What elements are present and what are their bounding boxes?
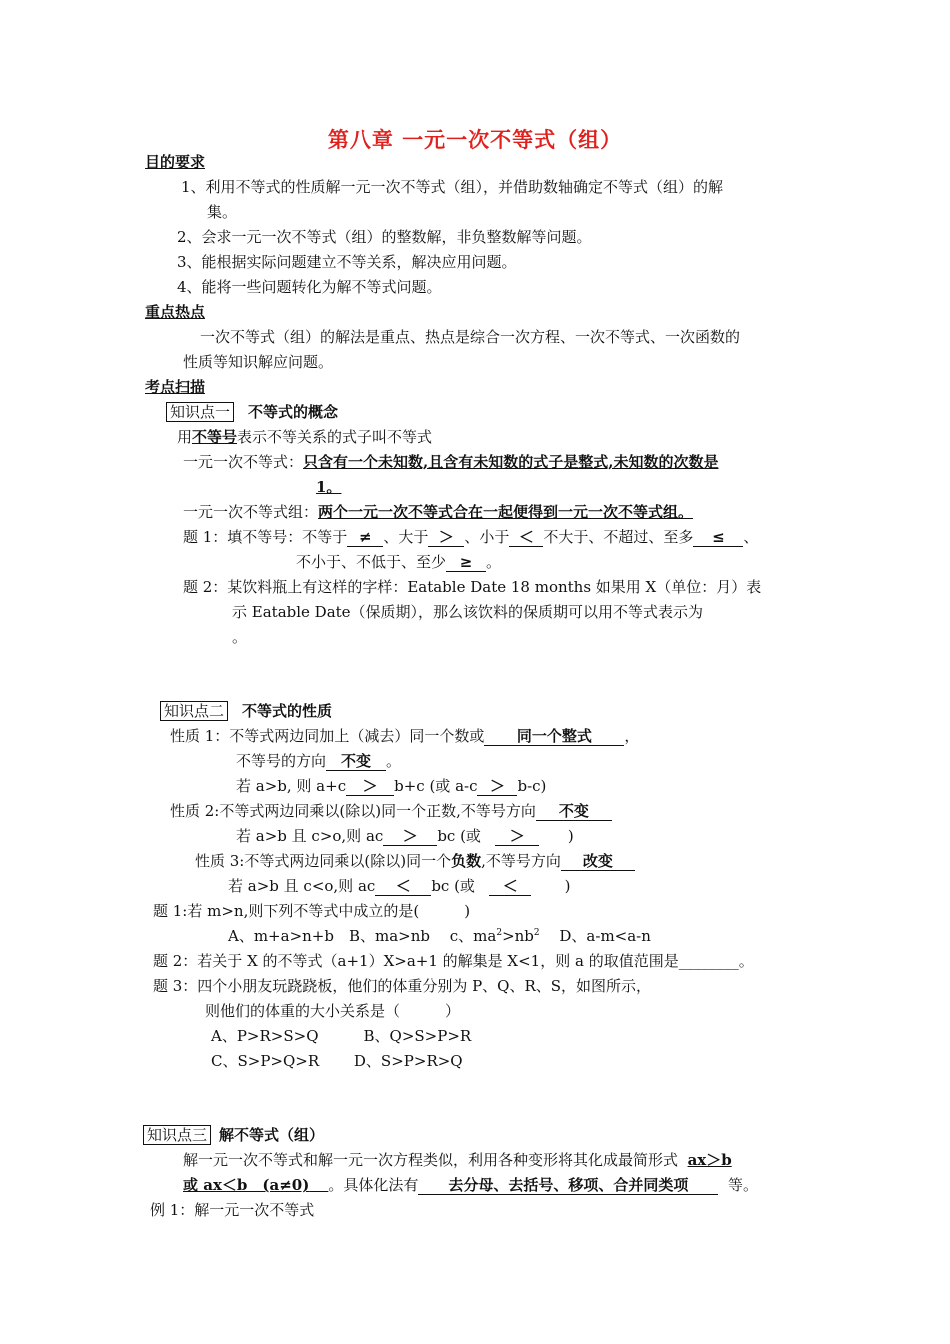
property-text: 。 [386,752,402,770]
answer-blank: ＞ [428,528,464,547]
answer-blank: ≤ [693,528,743,547]
solving-method-text-cont [183,1175,758,1195]
inequality-definition [177,427,432,447]
property-text: 若 a>b, 则 a+c [236,777,347,795]
linear-inequality-definition-cont: 1。 [316,478,342,496]
answer-blank: 去分母、去括号、移项、合并同类项 [418,1176,718,1195]
term-label: 一元一次不等式组： [183,503,319,521]
method-text: 等。 [727,1176,758,1194]
method-keyword: 或 ax＜b (a≠0) [183,1176,310,1194]
answer-blank: 不变 [326,752,386,771]
question-text: 不大于、不超过、至多 [543,528,694,546]
answer-blank: ≠ [347,528,383,547]
property-text: 若 a>b 且 c>o,则 ac [236,827,384,845]
property-3-example [228,876,571,896]
option-text: >nb [502,927,534,945]
property-2-example [236,826,574,846]
property-text: bc (或 [437,827,481,845]
question-text: 、小于 [464,528,510,546]
objective-item-1-cont: 集。 [207,203,238,221]
chapter-title: 第八章 一元一次不等式（组） [327,127,623,152]
property-text: ) [564,877,571,895]
knowledge-point-3-title: 解不等式（组） [219,1126,325,1144]
definition-keyword: 不等号 [192,428,238,446]
property-text: bc (或 [431,877,475,895]
property-1-direction [236,751,401,771]
property-question-3-options-ab: A、P>R>S>Q B、Q>S>P>R [211,1027,472,1045]
exponent: 2 [533,928,540,938]
method-text: 解一元一次不等式和解一元一次方程类似，利用各种变形将其化成最简形式 [183,1151,679,1169]
inequality-system-definition [183,502,693,522]
property-keyword: 负数 [451,852,482,870]
option-text: A、m+a>n+b B、ma>nb c、ma [228,927,497,945]
linear-inequality-definition [183,452,718,472]
knowledge-point-1-label: 知识点一 [166,402,234,422]
property-text: b+c (或 a-c [394,777,478,795]
knowledge-point-1-heading [166,402,338,422]
property-1 [170,726,639,746]
knowledge-point-2-title: 不等式的性质 [242,702,333,720]
answer-blank: ＞ [495,827,539,846]
question-text: 、大于 [383,528,429,546]
answer-blank: 同一个整式 [484,727,624,746]
property-text: 性质 1：不等式两边同加上（减去）同一个数或 [170,727,485,745]
section-heading-objectives: 目的要求 [145,153,206,171]
property-question-1-options [228,926,651,946]
property-question-2: 题 2：若关于 X 的不等式（a+1）X>a+1 的解集是 X<1，则 a 的取值范围是________。 [153,952,754,970]
keypoints-text-2: 性质等知识解应问题。 [183,353,334,371]
property-1-example [236,776,546,796]
answer-blank: ＜ [489,877,531,896]
method-text: 。具体化法有 [328,1176,419,1194]
property-text: 若 a>b 且 c<o,则 ac [228,877,376,895]
knowledge-point-2-label: 知识点二 [160,701,228,721]
term-definition: 只含有一个未知数,且含有未知数的式子是整式,未知数的次数是 [303,453,719,471]
answer-blank: ＜ [509,528,543,547]
question-text: 不小于、不低于、至少 [296,553,447,571]
knowledge-point-1-title: 不等式的概念 [248,403,339,421]
question-2-line-2: 示 Eatable Date（保质期），那么该饮料的保质期可以用不等式表示为 [232,603,704,621]
section-heading-scan: 考点扫描 [145,378,206,396]
definition-text: 用 [177,428,193,446]
definition-text: 表示不等关系的式子叫不等式 [237,428,433,446]
knowledge-point-3-label: 知识点三 [143,1125,211,1145]
knowledge-point-3-heading [143,1125,324,1145]
option-text: D、a-m<a-n [539,927,651,945]
exponent: 2 [496,928,503,938]
section-heading-keypoints: 重点热点 [145,303,206,321]
method-keyword: ax＞b [687,1151,732,1169]
property-text: ) [567,827,574,845]
question-1-fill-symbols [183,527,758,547]
solving-method-text [183,1150,732,1170]
answer-blank: ＞ [346,777,394,796]
term-definition: 两个一元一次不等式合在一起便得到一元一次不等式组。 [318,503,694,521]
objective-item-3: 3、能根据实际问题建立不等关系，解决应用问题。 [177,253,517,271]
term-label: 一元一次不等式： [183,453,304,471]
answer-blank: 不变 [536,802,612,821]
property-2 [170,801,612,821]
property-question-1: 题 1:若 m>n,则下列不等式中成立的是( ) [153,902,471,920]
question-text: 。 [486,553,502,571]
keypoints-text-1: 一次不等式（组）的解法是重点、热点是综合一次方程、一次不等式、一次函数的 [200,328,741,346]
question-2-line-3: 。 [232,628,248,646]
property-text: ,不等号方向 [481,852,561,870]
property-question-3-prompt: 则他们的体重的大小关系是（ ） [205,1002,461,1020]
answer-blank: ＞ [383,827,437,846]
property-text: b-c) [517,777,547,795]
answer-blank: ≥ [446,553,486,572]
knowledge-point-2-heading [160,701,332,721]
objective-item-1: 1、利用不等式的性质解一元一次不等式（组），并借助数轴确定不等式（组）的解 [181,178,724,196]
answer-blank: ＞ [477,777,517,796]
example-1: 例 1：解一元一次不等式 [150,1201,315,1219]
question-text: 题 1：填不等号：不等于 [183,528,348,546]
question-2-line-1: 题 2：某饮料瓶上有这样的字样：Eatable Date 18 months 如果用 X（单位：月）表 [183,578,762,596]
objective-item-2: 2、会求一元一次不等式（组）的整数解，非负整数解等问题。 [177,228,592,246]
property-text: 性质 2:不等式两边同乘以(除以)同一个正数,不等号方向 [170,802,536,820]
property-text: ， [624,727,640,745]
property-question-3-options-cd: C、S>P>Q>R D、S>P>R>Q [211,1052,463,1070]
question-1-fill-symbols-cont [296,552,501,572]
answer-blank: ＜ [375,877,431,896]
property-3 [195,851,635,871]
question-text: 、 [743,528,759,546]
property-text: 不等号的方向 [236,752,327,770]
objective-item-4: 4、能将一些问题转化为解不等式问题。 [177,278,442,296]
property-text: 性质 3:不等式两边同乘以(除以)同一个 [195,852,452,870]
answer-blank: 改变 [561,852,635,871]
property-question-3: 题 3：四个小朋友玩跷跷板，他们的体重分别为 P、Q、R、S，如图所示， [153,977,652,995]
